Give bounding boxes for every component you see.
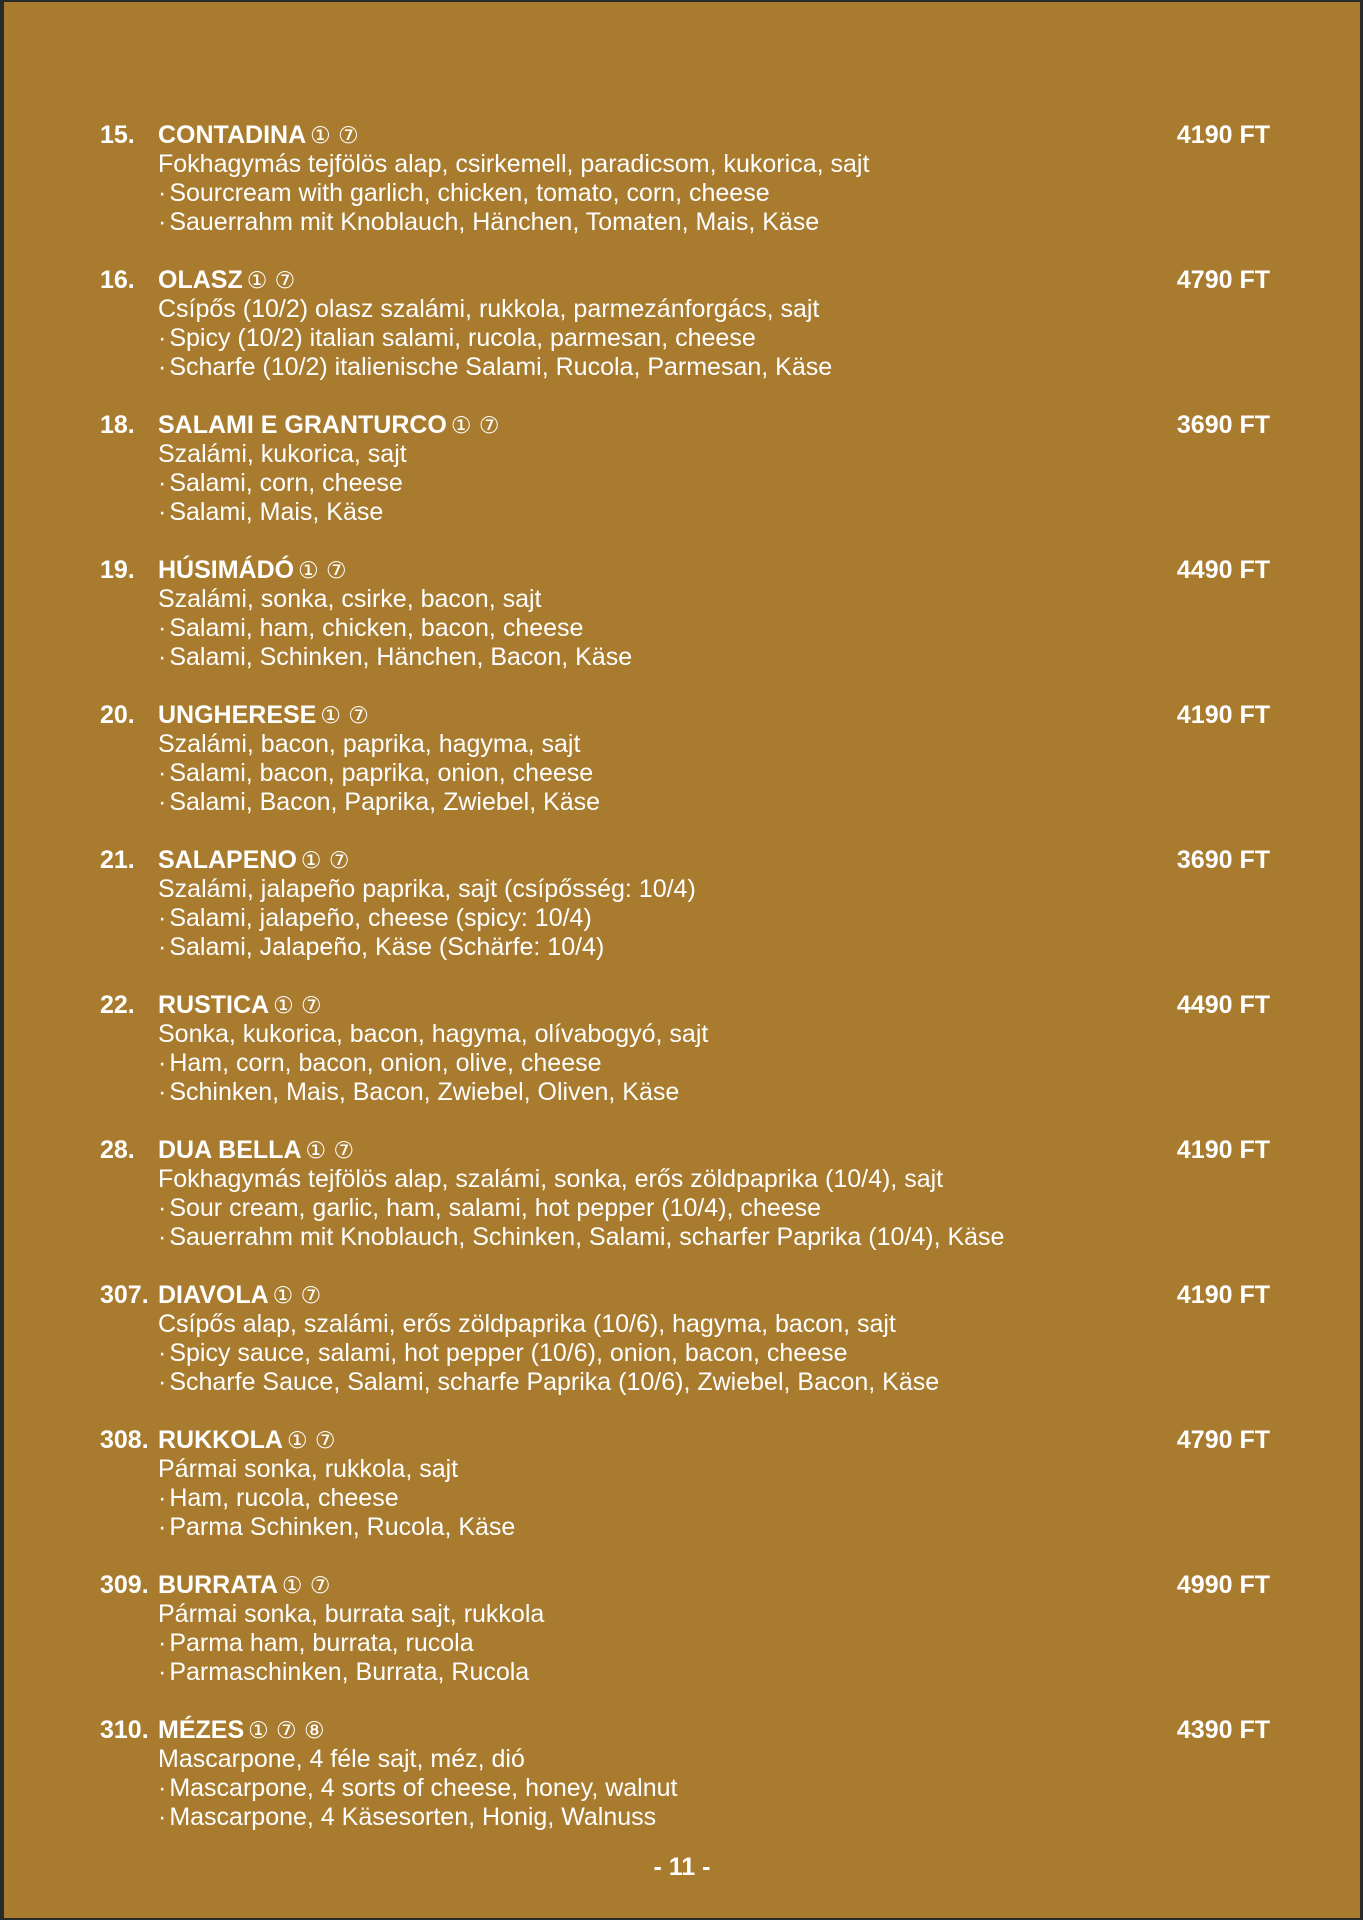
menu-item-header [100, 120, 1270, 150]
item-name-wrap [158, 410, 499, 441]
allergen-codes: ① ⑦ [273, 993, 322, 1019]
item-name-wrap [158, 120, 359, 151]
allergen-codes: ① ⑦ [287, 1428, 336, 1454]
item-number: 307. [100, 1281, 149, 1309]
description-english [158, 1049, 1270, 1078]
item-price: 4190 FT [1176, 1281, 1270, 1309]
description-english [158, 1629, 1270, 1658]
menu-item-header [100, 845, 1270, 875]
bullet: · [158, 788, 167, 816]
item-name: CONTADINA [158, 121, 307, 149]
description-hungarian: Szalámi, bacon, paprika, hagyma, sajt [158, 730, 581, 758]
allergen-codes: ① ⑦ [320, 703, 369, 729]
description-english-text: Salami, ham, chicken, bacon, cheese [169, 614, 584, 642]
item-number: 20. [100, 701, 135, 729]
allergen-codes: ① ⑦ [310, 123, 359, 149]
menu-item-header [100, 265, 1270, 295]
menu-item-header [100, 990, 1270, 1020]
allergen-codes: ① ⑦ ⑧ [248, 1718, 325, 1744]
menu-item [100, 1425, 1270, 1570]
item-number: 310. [100, 1716, 149, 1744]
description-german [158, 208, 1270, 237]
description-hungarian: Csípős (10/2) olasz szalámi, rukkola, parmezánforgács, sajt [158, 295, 820, 323]
description-german [158, 1513, 1270, 1542]
description-english [158, 324, 1270, 353]
description-english [158, 469, 1270, 498]
description-german-text: Sauerrahm mit Knoblauch, Schinken, Salami, scharfer Paprika (10/4), Käse [169, 1223, 1005, 1251]
description-hungarian: Szalámi, kukorica, sajt [158, 440, 407, 468]
description-english [158, 904, 1270, 933]
description-german [158, 1658, 1270, 1687]
description-german-text: Scharfe (10/2) italienische Salami, Rucola, Parmesan, Käse [169, 353, 833, 381]
menu-item [100, 410, 1270, 555]
page-number: - 11 - [653, 1853, 711, 1881]
bullet: · [158, 1078, 167, 1106]
item-price: 4190 FT [1176, 701, 1270, 729]
item-name: BURRATA [158, 1571, 278, 1599]
pizza-menu-list [100, 120, 1270, 1860]
menu-item [100, 990, 1270, 1135]
menu-item-header [100, 1425, 1270, 1455]
description-english [158, 614, 1270, 643]
bullet: · [158, 1194, 167, 1222]
item-name-wrap [158, 1570, 330, 1601]
description-english-text: Sour cream, garlic, ham, salami, hot pepper (10/4), cheese [169, 1194, 822, 1222]
menu-item [100, 265, 1270, 410]
menu-item [100, 555, 1270, 700]
allergen-codes: ① ⑦ [450, 413, 500, 439]
item-price: 3690 FT [1176, 846, 1270, 874]
item-number: 22. [100, 991, 135, 1019]
item-price: 4790 FT [1176, 266, 1270, 294]
description-hungarian: Fokhagymás tejfölös alap, csirkemell, paradicsom, kukorica, sajt [158, 150, 870, 178]
bullet: · [158, 933, 167, 961]
item-name-wrap [158, 1280, 321, 1311]
description-german-text: Scharfe Sauce, Salami, scharfe Paprika (10/6), Zwiebel, Bacon, Käse [169, 1368, 940, 1396]
description-german [158, 1078, 1270, 1107]
bullet: · [158, 643, 167, 671]
description-hungarian: Szalámi, sonka, csirke, bacon, sajt [158, 585, 542, 613]
allergen-codes: ① ⑦ [272, 1283, 322, 1309]
item-name: RUKKOLA [158, 1426, 283, 1454]
menu-item [100, 1715, 1270, 1860]
item-price: 4190 FT [1176, 1136, 1270, 1164]
bullet: · [158, 179, 167, 207]
item-number: 308. [100, 1426, 149, 1454]
bullet: · [158, 208, 167, 236]
item-number: 309. [100, 1571, 149, 1599]
menu-item-header [100, 1135, 1270, 1165]
description-english-text: Parma ham, burrata, rucola [169, 1629, 474, 1657]
description-english [158, 1194, 1270, 1223]
bullet: · [158, 1484, 167, 1512]
description-german-text: Mascarpone, 4 Käsesorten, Honig, Walnuss [169, 1803, 657, 1831]
bullet: · [158, 1049, 167, 1077]
description-german-text: Schinken, Mais, Bacon, Zwiebel, Oliven, Käse [169, 1078, 680, 1106]
item-name-wrap [158, 555, 347, 586]
item-name: SALAMI E GRANTURCO [158, 411, 447, 439]
description-german [158, 1223, 1270, 1252]
menu-item [100, 1280, 1270, 1425]
bullet: · [158, 1774, 167, 1802]
item-name: OLASZ [158, 266, 243, 294]
description-hungarian: Sonka, kukorica, bacon, hagyma, olívabogyó, sajt [158, 1020, 709, 1048]
bullet: · [158, 469, 167, 497]
description-german [158, 933, 1270, 962]
description-hungarian: Fokhagymás tejfölös alap, szalámi, sonka, erős zöldpaprika (10/4), sajt [158, 1165, 944, 1193]
description-hungarian: Mascarpone, 4 féle sajt, méz, dió [158, 1745, 525, 1773]
description-english [158, 1484, 1270, 1513]
description-german-text: Salami, Jalapeño, Käse (Schärfe: 10/4) [169, 933, 605, 961]
description-german [158, 498, 1270, 527]
description-german [158, 643, 1270, 672]
menu-item [100, 120, 1270, 265]
item-name-wrap [158, 845, 349, 876]
description-english-text: Ham, corn, bacon, onion, olive, cheese [169, 1049, 602, 1077]
description-english-text: Salami, corn, cheese [169, 469, 403, 497]
item-name-wrap [158, 700, 369, 731]
item-number: 15. [100, 121, 135, 149]
description-german-text: Parma Schinken, Rucola, Käse [169, 1513, 516, 1541]
description-english-text: Mascarpone, 4 sorts of cheese, honey, walnut [169, 1774, 678, 1802]
bullet: · [158, 904, 167, 932]
bullet: · [158, 614, 167, 642]
bullet: · [158, 1629, 167, 1657]
description-german-text: Salami, Schinken, Hänchen, Bacon, Käse [169, 643, 633, 671]
item-name: MÉZES [158, 1716, 245, 1744]
item-price: 4490 FT [1176, 556, 1270, 584]
bullet: · [158, 1339, 167, 1367]
bullet: · [158, 353, 167, 381]
description-hungarian: Szalámi, jalapeño paprika, sajt (csípősség: 10/4) [158, 875, 696, 903]
description-english-text: Ham, rucola, cheese [169, 1484, 399, 1512]
description-english-text: Spicy sauce, salami, hot pepper (10/6), onion, bacon, cheese [169, 1339, 848, 1367]
item-number: 16. [100, 266, 135, 294]
menu-item [100, 1570, 1270, 1715]
item-price: 3690 FT [1176, 411, 1270, 439]
description-german-text: Sauerrahm mit Knoblauch, Hänchen, Tomaten, Mais, Käse [169, 208, 820, 236]
item-number: 19. [100, 556, 135, 584]
bullet: · [158, 1513, 167, 1541]
bullet: · [158, 1803, 167, 1831]
allergen-codes: ① ⑦ [298, 558, 347, 584]
bullet: · [158, 1223, 167, 1251]
allergen-codes: ① ⑦ [281, 1573, 331, 1599]
item-name: SALAPENO [158, 846, 297, 874]
item-name-wrap [158, 1425, 336, 1456]
allergen-codes: ① ⑦ [246, 268, 296, 294]
description-english-text: Sourcream with garlich, chicken, tomato, corn, cheese [169, 179, 770, 207]
menu-page [4, 2, 1360, 1918]
description-english-text: Spicy (10/2) italian salami, rucola, parmesan, cheese [169, 324, 756, 352]
menu-item [100, 1135, 1270, 1280]
menu-item-header [100, 700, 1270, 730]
description-english [158, 1339, 1270, 1368]
item-name: DIAVOLA [158, 1281, 269, 1309]
item-price: 4390 FT [1176, 1716, 1270, 1744]
bullet: · [158, 324, 167, 352]
description-german [158, 788, 1270, 817]
menu-item-header [100, 1715, 1270, 1745]
item-price: 4490 FT [1176, 991, 1270, 1019]
bullet: · [158, 498, 167, 526]
item-name: HÚSIMÁDÓ [158, 556, 295, 584]
menu-item [100, 845, 1270, 990]
description-hungarian: Pármai sonka, burrata sajt, rukkola [158, 1600, 545, 1628]
description-german-text: Salami, Bacon, Paprika, Zwiebel, Käse [169, 788, 601, 816]
description-english [158, 179, 1270, 208]
description-german-text: Parmaschinken, Burrata, Rucola [169, 1658, 530, 1686]
item-price: 4790 FT [1176, 1426, 1270, 1454]
menu-item-header [100, 1570, 1270, 1600]
item-price: 4190 FT [1176, 121, 1270, 149]
item-number: 28. [100, 1136, 135, 1164]
item-name-wrap [158, 1135, 354, 1166]
description-english [158, 1774, 1270, 1803]
item-name-wrap [158, 265, 295, 296]
item-name-wrap [158, 990, 322, 1021]
description-german [158, 1803, 1270, 1832]
item-number: 21. [100, 846, 135, 874]
description-english [158, 759, 1270, 788]
menu-item-header [100, 1280, 1270, 1310]
description-english-text: Salami, jalapeño, cheese (spicy: 10/4) [169, 904, 592, 932]
description-hungarian: Pármai sonka, rukkola, sajt [158, 1455, 459, 1483]
description-hungarian: Csípős alap, szalámi, erős zöldpaprika (10/6), hagyma, bacon, sajt [158, 1310, 896, 1338]
item-number: 18. [100, 411, 135, 439]
description-german [158, 353, 1270, 382]
menu-item-header [100, 555, 1270, 585]
menu-item-header [100, 410, 1270, 440]
bullet: · [158, 759, 167, 787]
item-name: DUA BELLA [158, 1136, 302, 1164]
bullet: · [158, 1368, 167, 1396]
item-price: 4990 FT [1176, 1571, 1270, 1599]
description-german [158, 1368, 1270, 1397]
item-name-wrap [158, 1715, 325, 1746]
description-german-text: Salami, Mais, Käse [169, 498, 384, 526]
menu-item [100, 700, 1270, 845]
bullet: · [158, 1658, 167, 1686]
item-name: RUSTICA [158, 991, 270, 1019]
allergen-codes: ① ⑦ [300, 848, 350, 874]
description-english-text: Salami, bacon, paprika, onion, cheese [169, 759, 594, 787]
allergen-codes: ① ⑦ [305, 1138, 355, 1164]
item-name: UNGHERESE [158, 701, 317, 729]
